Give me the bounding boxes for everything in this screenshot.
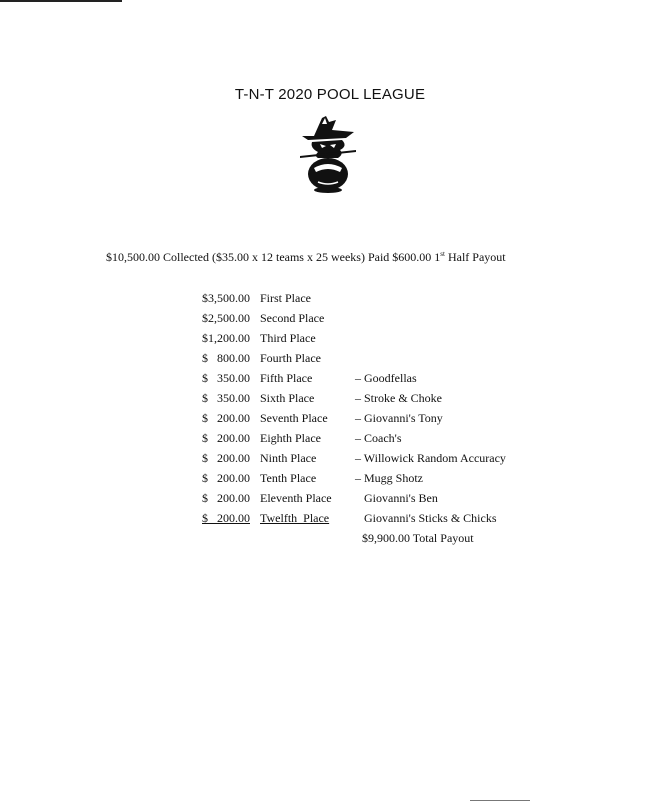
payout-team: Giovanni's Sticks & Chicks (355, 511, 497, 525)
payout-amount: $ 200.00 (202, 511, 250, 525)
payout-amount: $1,200.00 (202, 331, 250, 345)
payout-team: – Stroke & Choke (355, 391, 442, 405)
payout-amount: $ 200.00 (202, 431, 250, 445)
payout-place: Second Place (260, 311, 325, 325)
payout-place: Eleventh Place (260, 491, 332, 505)
payout-amount: $ 200.00 (202, 491, 250, 505)
payout-place: Tenth Place (260, 471, 317, 485)
scan-edge-mark (470, 800, 530, 801)
payout-amount: $ 350.00 (202, 371, 250, 385)
summary-text: $10,500.00 Collected ($35.00 x 12 teams x 25 weeks) Paid $600.00 1 (106, 250, 441, 264)
payout-team: – Giovanni's Tony (355, 411, 443, 425)
summary-ordinal: st (440, 250, 445, 258)
payout-place: Sixth Place (260, 391, 315, 405)
payout-amount: $3,500.00 (202, 291, 250, 305)
payout-amount: $ 200.00 (202, 411, 250, 425)
payout-team: – Coach's (355, 431, 402, 445)
payout-place: First Place (260, 291, 311, 305)
payout-place: Third Place (260, 331, 316, 345)
payout-team: – Mugg Shotz (355, 471, 424, 485)
collection-summary (106, 250, 506, 265)
payout-team: – Goodfellas (355, 371, 417, 385)
page-title: T-N-T 2020 POOL LEAGUE (234, 86, 426, 103)
payout-place: Fifth Place (260, 371, 313, 385)
payout-amount: $ 200.00 (202, 451, 250, 465)
summary-suffix: Half Payout (444, 250, 506, 264)
payout-team: Giovanni's Ben (355, 491, 438, 505)
payout-amount: $ 800.00 (202, 351, 250, 365)
payout-amount: $ 200.00 (202, 471, 250, 485)
payout-place: Seventh Place (260, 411, 328, 425)
payout-place: Twelfth Place (260, 511, 330, 525)
scan-edge-mark (0, 0, 122, 2)
payout-place: Fourth Place (260, 351, 321, 365)
pool-player-with-hat-icon (296, 112, 360, 194)
total-payout: $9,900.00 Total Payout (362, 531, 474, 545)
payout-team: – Willowick Random Accuracy (355, 451, 506, 465)
payout-place: Ninth Place (260, 451, 317, 465)
payout-amount: $2,500.00 (202, 311, 250, 325)
payout-amount: $ 350.00 (202, 391, 250, 405)
payout-place: Eighth Place (260, 431, 321, 445)
